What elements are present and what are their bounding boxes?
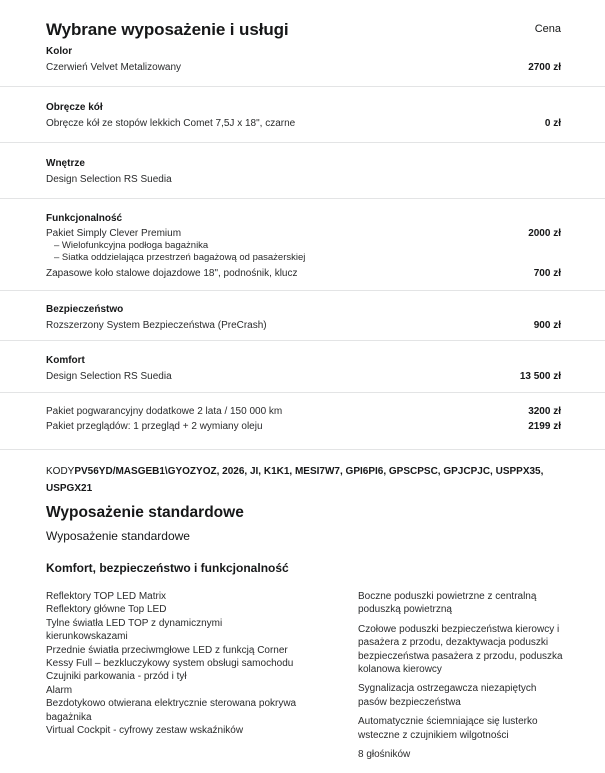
list-item: Kessy Full – bezkluczykowy system obsługi samochodu	[46, 658, 294, 670]
option-label: Pakiet Simply Clever Premium	[46, 228, 182, 239]
price-column-header: Cena	[534, 23, 561, 35]
list-item: Czujniki parkowania - przód i tył	[46, 671, 187, 683]
option-line	[46, 319, 561, 332]
option-line	[46, 61, 561, 74]
option-label: Zapasowe koło stalowe dojazdowe 18", podnośnik, klucz	[46, 268, 298, 279]
option-price: 900 zł	[533, 320, 561, 331]
list-item: Czołowe poduszki bezpieczeństwa kierowcy i pasażera z przodu, dezaktywacja poduszki bezpieczeństwa pasażera z przodu, poduszka kolanowa kierowcy	[358, 623, 563, 676]
section-bezpieczenstwo	[46, 303, 561, 332]
option-price: 3200 zł	[528, 406, 561, 417]
standard-equipment-subtitle: Wyposażenie standardowe	[46, 529, 190, 543]
package-subitem: – Siatka oddzielająca przestrzeń bagażową od pasażerskiej	[54, 252, 306, 263]
divider	[0, 392, 605, 393]
list-item: 8 głośników	[358, 749, 411, 761]
package-subitem: – Wielofunkcyjna podłoga bagażnika	[54, 240, 209, 251]
list-item: Sygnalizacja ostrzegawcza niezapiętych pasów bezpieczeństwa	[358, 683, 537, 708]
category-title: Komfort, bezpieczeństwo i funkcjonalność	[46, 561, 289, 575]
section-title: Kolor	[46, 46, 73, 57]
divider	[0, 340, 605, 341]
list-item: Bezdotykowo otwierana elektrycznie sterowana pokrywa bagażnika	[46, 698, 297, 723]
list-item: Alarm	[46, 684, 73, 696]
standard-equipment-title: Wyposażenie standardowe	[46, 504, 244, 521]
option-price: 2000 zł	[528, 228, 561, 239]
list-item: Boczne poduszki powietrzne z centralną poduszką powietrzną	[358, 591, 537, 616]
section-wnetrze	[46, 157, 561, 186]
option-label: Pakiet pogwarancyjny dodatkowe 2 lata / 150 000 km	[46, 406, 283, 417]
option-line	[46, 370, 561, 383]
option-label: Design Selection RS Suedia	[46, 174, 172, 185]
divider	[0, 142, 605, 143]
section-title: Bezpieczeństwo	[46, 304, 124, 315]
option-price: 2700 zł	[528, 62, 561, 73]
equipment-list-left	[46, 590, 301, 737]
option-line	[46, 117, 561, 130]
codes-prefix: KODY	[46, 466, 75, 477]
list-item: Automatycznie ściemniające się lusterko wsteczne z czujnikiem wilgotności	[358, 716, 538, 741]
section-title: Wnętrze	[46, 158, 85, 169]
equipment-list-right	[358, 590, 568, 767]
divider	[0, 449, 605, 450]
section-title: Komfort	[46, 355, 85, 366]
option-line	[46, 420, 561, 433]
list-item: Przednie światła przeciwmgłowe LED z funkcją Corner	[46, 644, 288, 656]
section-title: Funkcjonalność	[46, 213, 123, 224]
list-item: Reflektory główne Top LED	[46, 604, 167, 616]
option-line	[46, 227, 561, 240]
option-price: 2199 zł	[528, 421, 561, 432]
page-title: Wybrane wyposażenie i usługi	[46, 20, 289, 39]
divider	[0, 290, 605, 291]
option-line	[46, 267, 561, 280]
list-item: Tylne światła LED TOP z dynamicznymi kierunkowskazami	[46, 617, 223, 643]
option-price: 13 500 zł	[519, 371, 561, 382]
configuration-codes	[46, 463, 556, 497]
option-label: Rozszerzony System Bezpieczeństwa (PreCrash)	[46, 320, 267, 331]
section-title: Obręcze kół	[46, 102, 103, 113]
section-kolor	[46, 45, 561, 74]
option-label: Pakiet przeglądów: 1 przegląd + 2 wymiany oleju	[46, 421, 263, 432]
option-label: Czerwień Velvet Metalizowany	[46, 62, 182, 73]
list-item: Reflektory TOP LED Matrix	[46, 591, 167, 602]
section-obrecze	[46, 101, 561, 130]
option-line	[46, 173, 561, 186]
section-komfort	[46, 354, 561, 383]
section-funkcjonalnosc	[46, 212, 561, 280]
codes-value: PV56YD/MASGEB1\GYOZYOZ, 2026, JI, K1K1, MESI7W7, GPI6PI6, GPSCPSC, GPJCPJC, USPPX35, USPGX21	[46, 466, 544, 494]
option-price: 700 zł	[533, 268, 561, 279]
option-label: Design Selection RS Suedia	[46, 371, 172, 382]
option-line	[46, 405, 561, 418]
option-price: 0 zł	[544, 118, 561, 129]
divider	[0, 198, 605, 199]
divider	[0, 86, 605, 87]
section-pakiety	[46, 405, 561, 433]
list-item: Virtual Cockpit - cyfrowy zestaw wskaźników	[46, 725, 244, 737]
option-label: Obręcze kół ze stopów lekkich Comet 7,5J x 18", czarne	[46, 118, 296, 129]
